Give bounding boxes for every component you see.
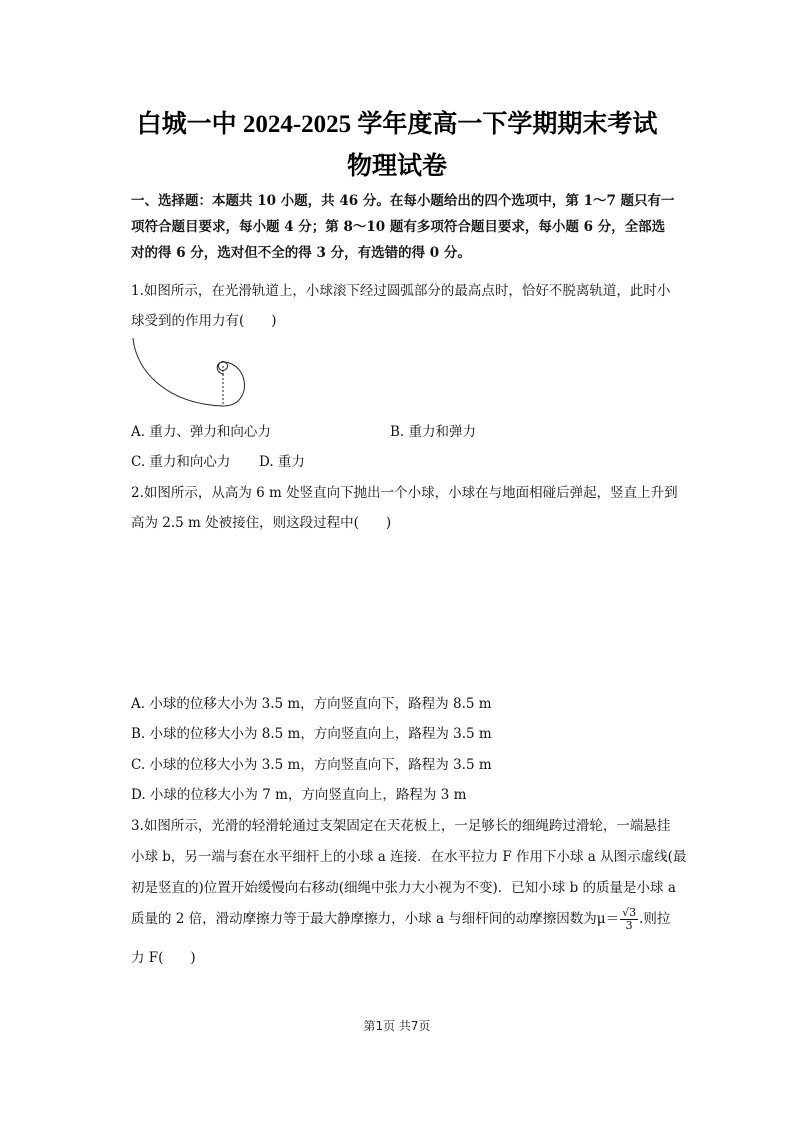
q3-stem-line4 <box>131 907 670 932</box>
q1-stem-line2: 球受到的作用力有( ) <box>131 313 277 329</box>
q2-option-c: C. 小球的位移大小为 3.5 m，方向竖直向下，路程为 3.5 m <box>131 757 492 773</box>
q1-option-a: A. 重力、弹力和向心力 <box>131 424 271 440</box>
q1-track-diagram <box>128 334 252 414</box>
q1-option-b: B. 重力和弹力 <box>390 424 477 440</box>
q2-option-b: B. 小球的位移大小为 8.5 m，方向竖直向上，路程为 3.5 m <box>131 726 492 742</box>
mu-denominator: 3 <box>625 919 633 932</box>
q2-stem-line1: 2.如图所示，从高为 6 m 处竖直向下抛出一个小球，小球在与地面相碰后弹起，竖直上升到 <box>131 485 678 501</box>
q1-stem-line1: 1.如图所示，在光滑轨道上，小球滚下经过圆弧部分的最高点时，恰好不脱离轨道，此时小 <box>131 283 671 299</box>
q3-stem-line2: 小球 b，另一端与套在水平细杆上的小球 a 连接．在水平拉力 F 作用下小球 a 从图示虚线(最 <box>131 849 687 865</box>
q2-option-d: D. 小球的位移大小为 7 m，方向竖直向上，路程为 3 m <box>131 787 467 803</box>
page-footer: 第1页 共7页 <box>363 1019 431 1033</box>
q3-line4-tail: .则拉 <box>639 911 671 927</box>
q1-option-c: C. 重力和向心力 <box>131 454 231 470</box>
mu-fraction <box>620 907 638 932</box>
q3-stem-line1: 3.如图所示，光滑的轻滑轮通过支架固定在天花板上，一足够长的细绳跨过滑轮，一端悬挂 <box>131 818 671 834</box>
q3-stem-line3: 初是竖直的)位置开始缓慢向右移动(细绳中张力大小视为不变)．已知小球 b 的质量是小球 a <box>131 880 676 896</box>
q3-line4-text: 质量的 2 倍，滑动摩擦力等于最大静摩擦力，小球 a 与细杆间的动摩擦因数为μ＝ <box>131 911 620 927</box>
mu-numerator: √3 <box>622 906 637 919</box>
q2-stem-line2: 高为 2.5 m 处被接住，则这段过程中( ) <box>131 515 392 531</box>
exam-subtitle: 物理试卷 <box>346 153 447 180</box>
q1-option-d: D. 重力 <box>259 454 305 470</box>
q2-option-a: A. 小球的位移大小为 3.5 m，方向竖直向下，路程为 8.5 m <box>131 696 492 712</box>
section-instructions: 一、选择题：本题共 10 小题，共 46 分。在每小题给出的四个选项中，第 1～7 题只有一项符合题目要求，每小题 4 分；第 8～10 题有多项符合题目要求，每小题 6 分，全部选对的得 6 分，选对但不全的得 3 分，有选错的得 0 分。 <box>131 193 675 261</box>
track-curve <box>133 338 245 406</box>
q3-stem-line5: 力 F( ) <box>131 950 196 966</box>
exam-title: 白城一中 2024-2025 学年度高一下学期期末考试 <box>136 111 658 138</box>
